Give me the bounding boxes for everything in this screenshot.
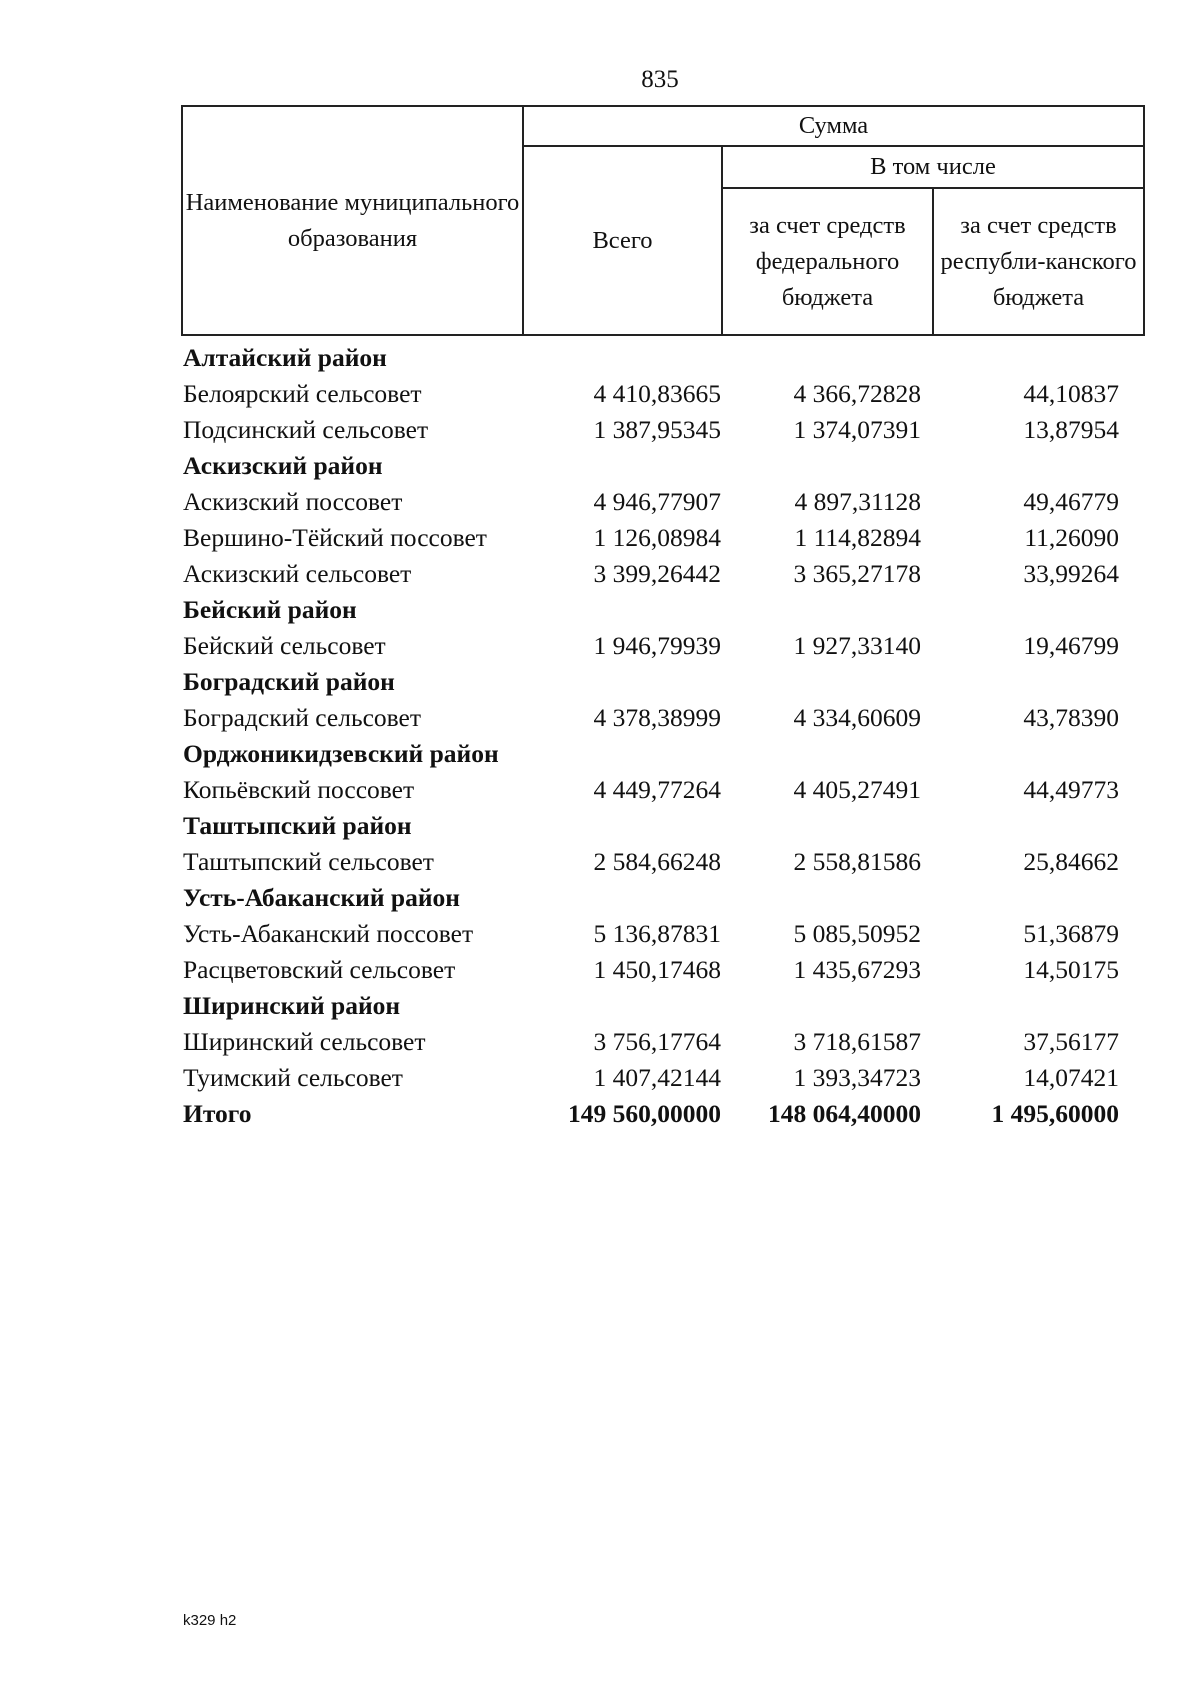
- table-row: [181, 484, 1121, 520]
- table-row: [181, 628, 1121, 664]
- value-republic: 51,36879: [1023, 919, 1119, 948]
- district-row: [181, 664, 1121, 700]
- row-name: Орджоникидзевский район: [183, 739, 499, 768]
- row-name: Вершино-Тёйский поссовет: [183, 523, 487, 552]
- district-row: [181, 880, 1121, 916]
- header-sum: Сумма: [523, 106, 1144, 146]
- row-name: Копьёвский поссовет: [183, 775, 415, 804]
- value-federal: 1 374,07391: [793, 415, 921, 444]
- value-federal: 4 366,72828: [793, 379, 921, 408]
- table-row: [181, 412, 1121, 448]
- value-federal: 5 085,50952: [793, 919, 921, 948]
- value-republic: 49,46779: [1023, 487, 1119, 516]
- district-row: [181, 592, 1121, 628]
- row-name: Усть-Абаканский район: [183, 883, 460, 912]
- value-total: 1 450,17468: [593, 955, 721, 984]
- table-row: [181, 772, 1121, 808]
- row-name: Туимский сельсовет: [183, 1063, 403, 1092]
- row-name: Итого: [183, 1099, 252, 1128]
- value-total: 1 387,95345: [593, 415, 721, 444]
- value-total: 1 407,42144: [593, 1063, 721, 1092]
- header-total: Всего: [523, 146, 722, 335]
- value-total: 1 126,08984: [593, 523, 721, 552]
- row-name: Ширинский район: [183, 991, 401, 1020]
- district-row: [181, 988, 1121, 1024]
- value-total: 4 449,77264: [593, 775, 721, 804]
- table-row: [181, 556, 1121, 592]
- row-name: Аскизский сельсовет: [183, 559, 412, 588]
- table-header: [181, 105, 1145, 336]
- value-republic: 37,56177: [1023, 1027, 1119, 1056]
- row-name: Боградский сельсовет: [183, 703, 421, 732]
- value-federal: 4 897,31128: [794, 487, 921, 516]
- table-body: [181, 340, 1121, 1132]
- row-name: Таштыпский район: [183, 811, 412, 840]
- table-row: [181, 952, 1121, 988]
- table-row: [181, 1024, 1121, 1060]
- value-total: 149 560,00000: [568, 1099, 721, 1128]
- header-federal: за счет средств федерального бюджета: [722, 188, 933, 335]
- value-federal: 3 365,27178: [793, 559, 921, 588]
- value-total: 5 136,87831: [593, 919, 721, 948]
- row-name: Аскизский район: [183, 451, 383, 480]
- value-federal: 4 405,27491: [793, 775, 921, 804]
- value-republic: 43,78390: [1023, 703, 1119, 732]
- value-republic: 13,87954: [1023, 415, 1119, 444]
- row-name: Алтайский район: [183, 343, 387, 372]
- value-federal: 1 393,34723: [793, 1063, 921, 1092]
- table-row: [181, 520, 1121, 556]
- table-row: [181, 1060, 1121, 1096]
- row-name: Таштыпский сельсовет: [183, 847, 434, 876]
- value-republic: 33,99264: [1023, 559, 1119, 588]
- value-republic: 19,46799: [1023, 631, 1119, 660]
- district-row: [181, 808, 1121, 844]
- total-row: [181, 1096, 1121, 1132]
- value-total: 1 946,79939: [593, 631, 721, 660]
- header-including: В том числе: [722, 146, 1144, 188]
- value-republic: 11,26090: [1024, 523, 1119, 552]
- value-republic: 14,50175: [1023, 955, 1119, 984]
- header-republic: за счет средств республи-канского бюджета: [933, 188, 1144, 335]
- value-republic: 14,07421: [1023, 1063, 1119, 1092]
- value-federal: 1 927,33140: [793, 631, 921, 660]
- row-name: Подсинский сельсовет: [183, 415, 429, 444]
- value-federal: 4 334,60609: [793, 703, 921, 732]
- value-federal: 148 064,40000: [768, 1099, 921, 1128]
- header-name-column: Наименование муниципального образования: [182, 106, 523, 335]
- value-total: 3 399,26442: [593, 559, 721, 588]
- table-row: [181, 844, 1121, 880]
- row-name: Белоярский сельсовет: [183, 379, 422, 408]
- table-row: [181, 376, 1121, 412]
- district-row: [181, 736, 1121, 772]
- row-name: Расцветовский сельсовет: [183, 955, 456, 984]
- value-federal: 1 435,67293: [793, 955, 921, 984]
- value-republic: 44,10837: [1023, 379, 1119, 408]
- value-total: 4 946,77907: [593, 487, 721, 516]
- district-row: [181, 448, 1121, 484]
- table-row: [181, 916, 1121, 952]
- footer-code: k329 h2: [183, 1612, 237, 1629]
- district-row: [181, 340, 1121, 376]
- value-total: 4 378,38999: [593, 703, 721, 732]
- value-federal: 1 114,82894: [794, 523, 921, 552]
- value-republic: 44,49773: [1023, 775, 1119, 804]
- table-row: [181, 700, 1121, 736]
- value-federal: 3 718,61587: [793, 1027, 921, 1056]
- row-name: Усть-Абаканский поссовет: [183, 919, 474, 948]
- row-name: Бейский сельсовет: [183, 631, 386, 660]
- row-name: Бейский район: [183, 595, 357, 624]
- row-name: Аскизский поссовет: [183, 487, 403, 516]
- row-name: Боградский район: [183, 667, 395, 696]
- value-republic: 25,84662: [1023, 847, 1119, 876]
- value-republic: 1 495,60000: [991, 1099, 1119, 1128]
- value-federal: 2 558,81586: [793, 847, 921, 876]
- value-total: 3 756,17764: [593, 1027, 721, 1056]
- value-total: 2 584,66248: [593, 847, 721, 876]
- value-total: 4 410,83665: [593, 379, 721, 408]
- page-number: 835: [641, 66, 679, 93]
- row-name: Ширинский сельсовет: [183, 1027, 426, 1056]
